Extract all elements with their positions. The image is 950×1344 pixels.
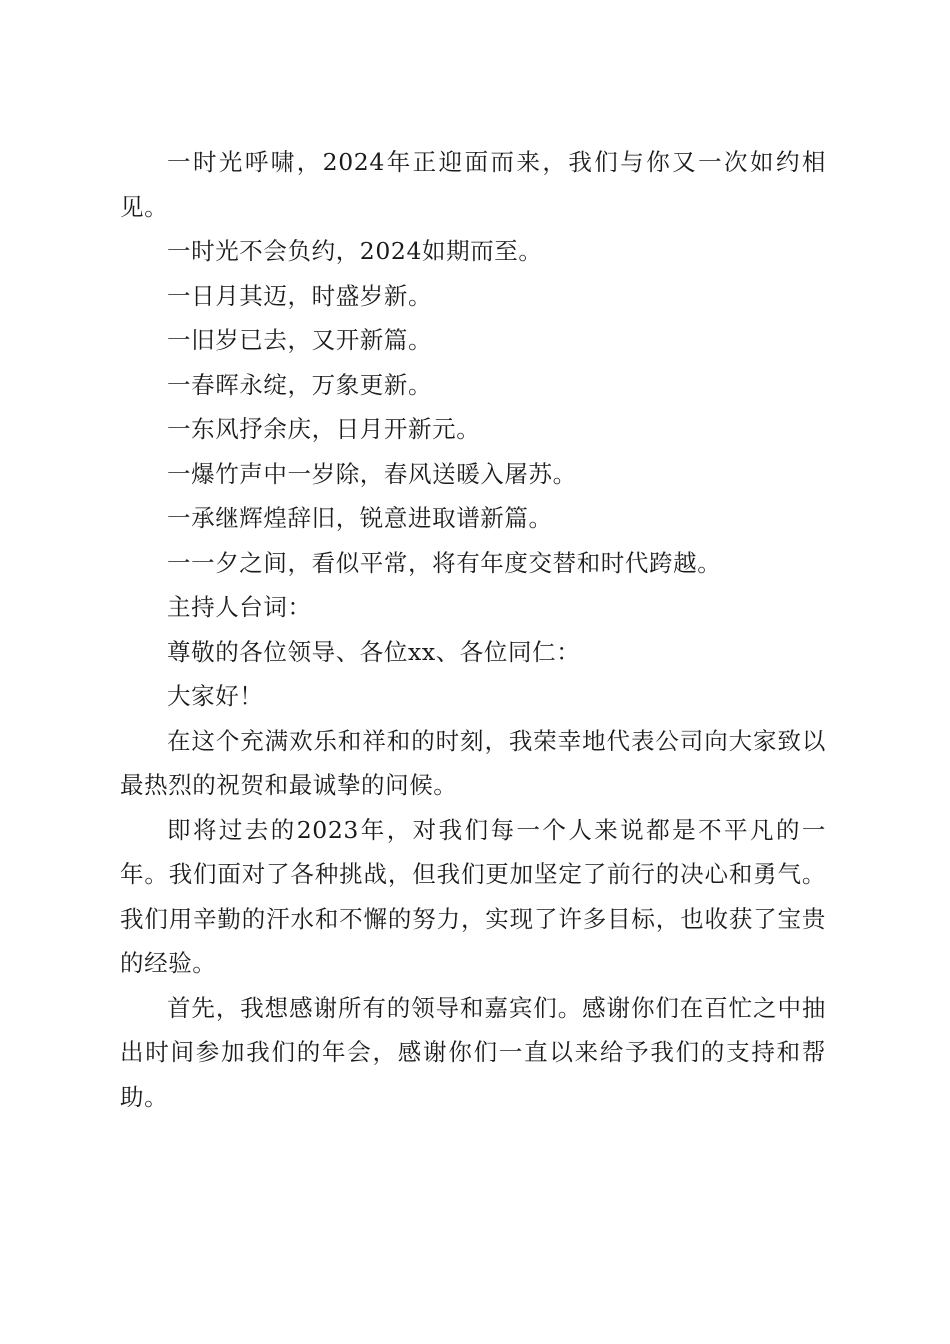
opening-line-8: 一承继辉煌辞旧，锐意进取谱新篇。 bbox=[167, 504, 553, 532]
opening-line-1: 一时光呼啸，2024年正迎面而来，我们与你又一次如约相见。 bbox=[120, 148, 826, 221]
opening-line-9: 一一夕之间，看似平常，将有年度交替和时代跨越。 bbox=[167, 548, 722, 577]
opening-line-5: 一春晖永绽，万象更新。 bbox=[167, 370, 433, 399]
greeting: 大家好！ bbox=[167, 682, 264, 710]
opening-line-4: 一旧岁已去，又开新篇。 bbox=[167, 326, 433, 354]
body-paragraph-3: 首先，我想感谢所有的领导和嘉宾们。感谢你们在百忙之中抽出时间参加我们的年会，感谢你们一直以来给予我们的支持和帮助。 bbox=[120, 993, 826, 1111]
salutation: 尊敬的各位领导、各位xx、各位同仁： bbox=[167, 637, 581, 666]
body-paragraph-1: 在这个充满欢乐和祥和的时刻，我荣幸地代表公司向大家致以最热烈的祝贺和最诚挚的问候。 bbox=[120, 726, 826, 799]
opening-line-3: 一日月其迈，时盛岁新。 bbox=[167, 281, 433, 310]
opening-line-6: 一东风抒余庆，日月开新元。 bbox=[167, 415, 481, 443]
host-script-heading: 主持人台词： bbox=[167, 593, 312, 621]
body-paragraph-2: 即将过去的2023年，对我们每一个人来说都是不平凡的一年。我们面对了各种挑战，但我们更加坚定了前行的决心和勇气。我们用辛勤的汗水和不懈的努力，实现了许多目标，也收获了宝贵的经验。 bbox=[120, 815, 826, 977]
opening-line-2: 一时光不会负约，2024如期而至。 bbox=[167, 237, 543, 265]
document-body bbox=[120, 140, 826, 1119]
opening-line-7: 一爆竹声中一岁除，春风送暖入屠苏。 bbox=[167, 459, 577, 488]
